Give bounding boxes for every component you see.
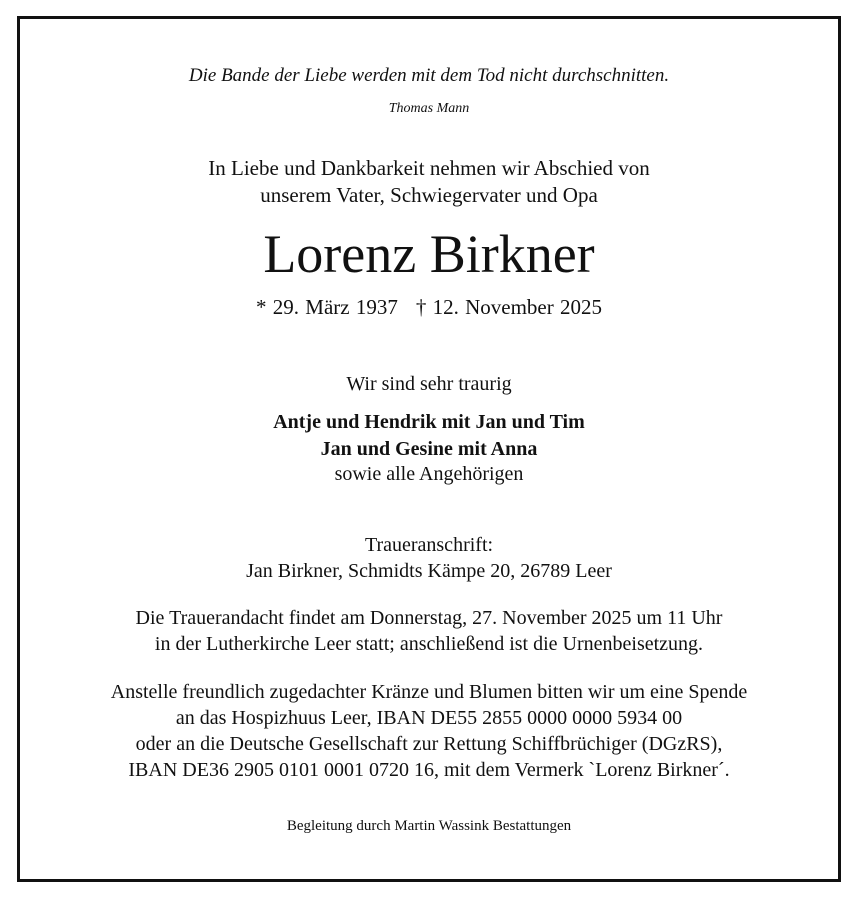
deceased-name: Lorenz Birkner xyxy=(263,224,595,284)
intro-line-1: In Liebe und Dankbarkeit nehmen wir Abschied von xyxy=(208,156,650,180)
donation-line-3: oder an die Deutsche Gesellschaft zur Rettung Schiffbrüchiger (DGzRS), xyxy=(135,733,723,755)
family-line-3: sowie alle Angehörigen xyxy=(334,463,524,485)
mourning-address: Jan Birkner, Schmidts Kämpe 20, 26789 Leer xyxy=(246,560,612,582)
mourning-statement: Wir sind sehr traurig xyxy=(346,373,512,395)
family-line-2: Jan und Gesine mit Anna xyxy=(320,438,538,460)
service-line-1: Die Trauerandacht findet am Donnerstag, 27. November 2025 um 11 Uhr xyxy=(135,607,723,629)
service-line-2: in der Lutherkirche Leer statt; anschließend ist die Urnenbeisetzung. xyxy=(154,633,704,655)
death-date: † 12. November 2025 xyxy=(415,295,602,319)
intro-line-2: unserem Vater, Schwiegervater und Opa xyxy=(260,183,598,207)
donation-line-2: an das Hospizhuus Leer, IBAN DE55 2855 0000 0000 5934 00 xyxy=(175,707,683,729)
donation-line-4: IBAN DE36 2905 0101 0001 0720 16, mit dem Vermerk `Lorenz Birkner´. xyxy=(128,759,730,781)
donation-line-1: Anstelle freundlich zugedachter Kränze und Blumen bitten wir um eine Spende xyxy=(110,681,748,703)
birth-date: * 29. März 1937 xyxy=(256,295,398,319)
undertaker-credit: Begleitung durch Martin Wassink Bestattungen xyxy=(286,818,572,834)
quote-author: Thomas Mann xyxy=(388,101,470,116)
family-line-1: Antje und Hendrik mit Jan und Tim xyxy=(273,411,585,433)
life-dates xyxy=(0,297,858,318)
quote: Die Bande der Liebe werden mit dem Tod nicht durchschnitten. xyxy=(188,65,670,86)
address-label: Traueranschrift: xyxy=(364,534,494,556)
